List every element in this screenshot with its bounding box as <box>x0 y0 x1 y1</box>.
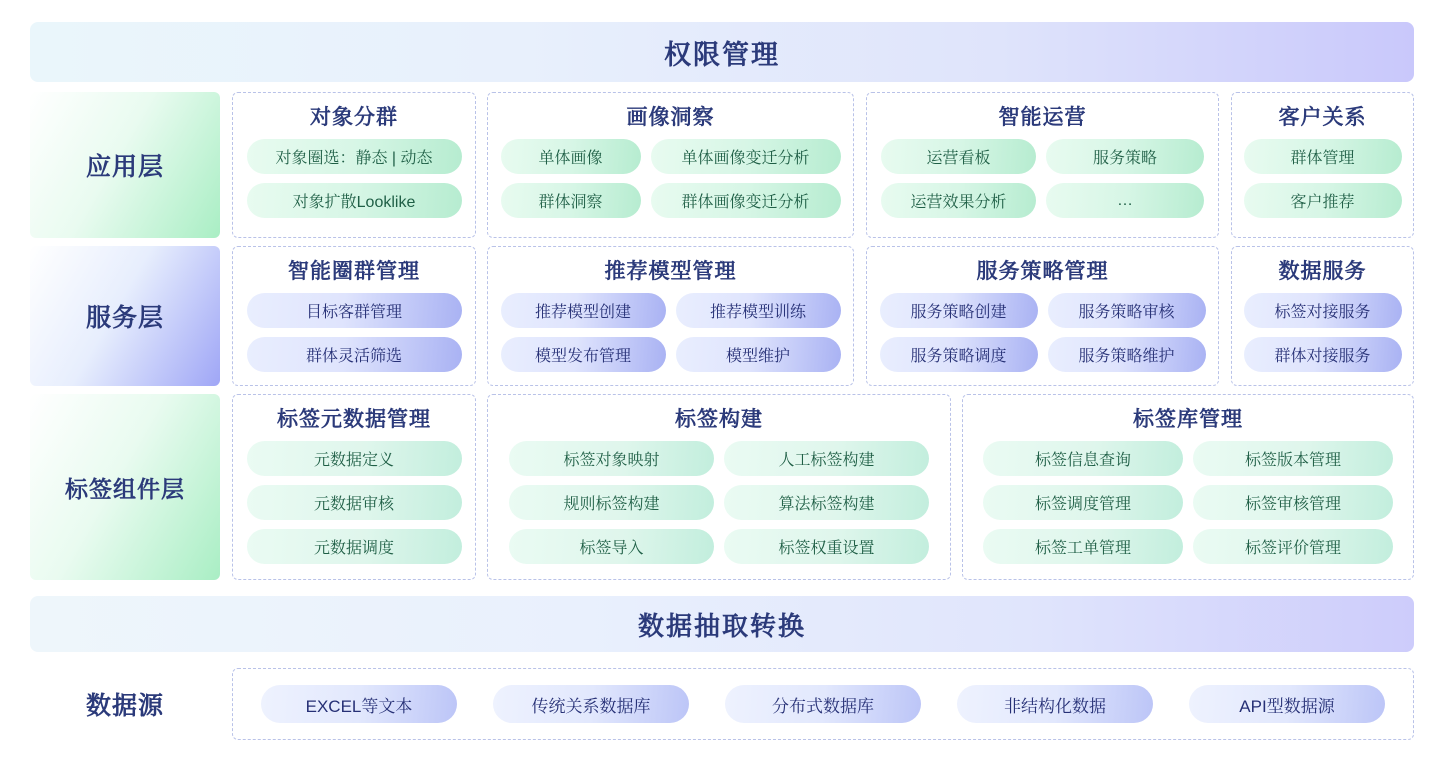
group-tag-metadata-management <box>232 394 476 580</box>
chip-item[interactable]: 算法标签构建 <box>724 485 929 520</box>
chip-item[interactable]: API型数据源 <box>1189 685 1385 723</box>
group-object-segmentation <box>232 92 476 238</box>
layer-label-data-source-text: 数据源 <box>85 692 164 720</box>
chip-item[interactable]: 群体画像变迁分析 <box>651 183 841 218</box>
chip-item[interactable]: 标签信息查询 <box>983 441 1183 476</box>
chip-item[interactable]: 运营看板 <box>881 139 1036 174</box>
group-title: 标签构建 <box>675 408 763 431</box>
chip-item[interactable]: 标签对象映射 <box>509 441 714 476</box>
group-smart-group-management <box>232 246 476 386</box>
chip-item[interactable]: 运营效果分析 <box>881 183 1036 218</box>
layer-label-data-source <box>30 668 220 740</box>
group-title: 客户关系 <box>1278 106 1367 129</box>
data-source-panel <box>232 668 1414 740</box>
group-title: 对象分群 <box>310 106 398 129</box>
group-customer-relation <box>1231 92 1414 238</box>
chip-item[interactable]: 群体洞察 <box>501 183 641 218</box>
chip-item[interactable]: 服务策略调度 <box>880 337 1038 372</box>
chip-item[interactable]: 模型维护 <box>676 337 841 372</box>
chip-item[interactable]: 推荐模型训练 <box>676 293 841 328</box>
chip-item[interactable]: 标签对接服务 <box>1244 293 1402 328</box>
chip-item[interactable]: 元数据定义 <box>247 441 462 476</box>
chip-item[interactable]: 元数据审核 <box>247 485 462 520</box>
chip-item[interactable]: 服务策略 <box>1046 139 1204 174</box>
chip-item[interactable]: 传统关系数据库 <box>493 685 689 723</box>
chip-item[interactable]: 对象扩散Looklike <box>247 183 462 218</box>
group-portrait-insight <box>487 92 854 238</box>
chip-item[interactable]: 服务策略维护 <box>1048 337 1206 372</box>
group-title: 智能运营 <box>998 106 1087 129</box>
group-title: 数据服务 <box>1278 260 1367 283</box>
chip-item[interactable]: 群体对接服务 <box>1244 337 1402 372</box>
chip-item[interactable]: 模型发布管理 <box>501 337 666 372</box>
group-title: 智能圈群管理 <box>288 260 420 283</box>
chip-item[interactable]: 标签审核管理 <box>1193 485 1393 520</box>
chip-item[interactable]: 服务策略创建 <box>880 293 1038 328</box>
chip-item[interactable]: 目标客群管理 <box>247 293 462 328</box>
layer-label-service <box>30 246 220 386</box>
chip-item[interactable]: … <box>1046 183 1204 218</box>
group-title: 画像洞察 <box>626 106 715 129</box>
chip-item[interactable]: EXCEL等文本 <box>261 685 457 723</box>
layer-label-tag-component-text: 标签组件层 <box>65 475 185 502</box>
group-intelligent-operation <box>866 92 1219 238</box>
chip-item[interactable]: 标签权重设置 <box>724 529 929 564</box>
layer-label-tag-component <box>30 394 220 580</box>
chip-item[interactable]: 推荐模型创建 <box>501 293 666 328</box>
group-recommend-model-management <box>487 246 854 386</box>
chip-item[interactable]: 标签工单管理 <box>983 529 1183 564</box>
group-data-service <box>1231 246 1414 386</box>
chip-item[interactable]: 群体灵活筛选 <box>247 337 462 372</box>
chip-item[interactable]: 群体管理 <box>1244 139 1402 174</box>
data-transform-bar <box>30 596 1414 652</box>
chip-item[interactable]: 标签导入 <box>509 529 714 564</box>
chip-item[interactable]: 单体画像变迁分析 <box>651 139 841 174</box>
group-title: 标签库管理 <box>1133 408 1243 431</box>
data-transform-title: 数据抽取转换 <box>637 610 806 641</box>
layer-label-service-text: 服务层 <box>85 304 164 332</box>
layer-label-application <box>30 92 220 238</box>
chip-item[interactable]: 规则标签构建 <box>509 485 714 520</box>
group-title: 服务策略管理 <box>976 260 1109 283</box>
group-service-policy-management <box>866 246 1219 386</box>
chip-item[interactable]: 人工标签构建 <box>724 441 929 476</box>
chip-item[interactable]: 对象圈选：静态 | 动态 <box>247 139 462 174</box>
chip-item[interactable]: 元数据调度 <box>247 529 462 564</box>
chip-item[interactable]: 标签调度管理 <box>983 485 1183 520</box>
group-title: 标签元数据管理 <box>277 408 431 431</box>
chip-item[interactable]: 标签评价管理 <box>1193 529 1393 564</box>
chip-item[interactable]: 标签版本管理 <box>1193 441 1393 476</box>
chip-item[interactable]: 客户推荐 <box>1244 183 1402 218</box>
chip-item[interactable]: 服务策略审核 <box>1048 293 1206 328</box>
chip-item[interactable]: 单体画像 <box>501 139 641 174</box>
group-tag-library-management <box>962 394 1414 580</box>
layer-label-application-text: 应用层 <box>85 153 164 181</box>
chip-item[interactable]: 非结构化数据 <box>957 685 1153 723</box>
header-permission-management <box>30 22 1414 82</box>
group-tag-construction <box>487 394 951 580</box>
group-title: 推荐模型管理 <box>604 260 737 283</box>
chip-item[interactable]: 分布式数据库 <box>725 685 921 723</box>
header-title: 权限管理 <box>664 39 780 70</box>
